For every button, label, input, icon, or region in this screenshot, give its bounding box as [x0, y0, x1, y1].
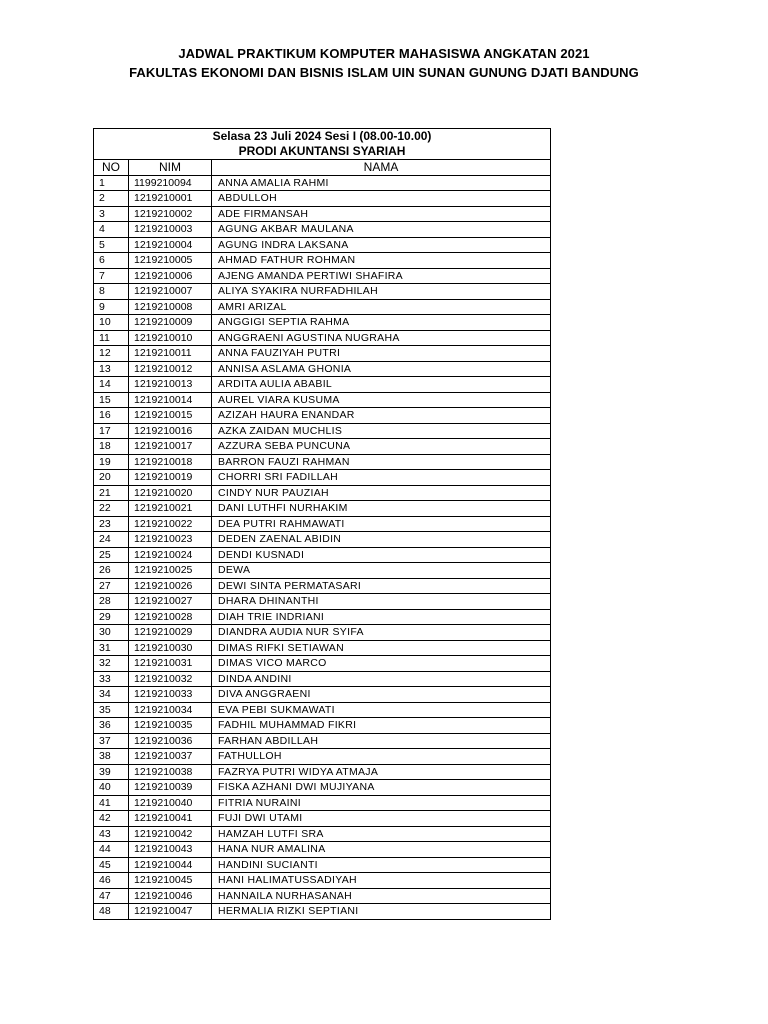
- cell-nim: 1219210029: [129, 625, 212, 641]
- table-row: [94, 268, 551, 284]
- column-header-nama: NAMA: [212, 160, 551, 176]
- cell-nama: FAZRYA PUTRI WIDYA ATMAJA: [212, 764, 551, 780]
- cell-nim: 1219210001: [129, 191, 212, 207]
- cell-nim: 1219210031: [129, 656, 212, 672]
- table-row: [94, 454, 551, 470]
- cell-no: 19: [94, 454, 129, 470]
- cell-no: 5: [94, 237, 129, 253]
- table-row: [94, 532, 551, 548]
- cell-nama: FATHULLOH: [212, 749, 551, 765]
- cell-nama: HERMALIA RIZKI SEPTIANI: [212, 904, 551, 920]
- table-row: [94, 749, 551, 765]
- cell-nama: CHORRI SRI FADILLAH: [212, 470, 551, 486]
- cell-nama: ADE FIRMANSAH: [212, 206, 551, 222]
- cell-nama: AMRI ARIZAL: [212, 299, 551, 315]
- table-row: [94, 516, 551, 532]
- cell-nama: ANGGRAENI AGUSTINA NUGRAHA: [212, 330, 551, 346]
- cell-no: 29: [94, 609, 129, 625]
- table-row: [94, 857, 551, 873]
- cell-no: 22: [94, 501, 129, 517]
- cell-nim: 1219210003: [129, 222, 212, 238]
- table-row: [94, 408, 551, 424]
- cell-no: 35: [94, 702, 129, 718]
- cell-no: 9: [94, 299, 129, 315]
- cell-no: 47: [94, 888, 129, 904]
- table-row: [94, 718, 551, 734]
- cell-nama: DEWI SINTA PERMATASARI: [212, 578, 551, 594]
- cell-nim: 1219210012: [129, 361, 212, 377]
- cell-nim: 1219210019: [129, 470, 212, 486]
- cell-no: 24: [94, 532, 129, 548]
- cell-no: 26: [94, 563, 129, 579]
- cell-nim: 1219210025: [129, 563, 212, 579]
- table-row: [94, 485, 551, 501]
- cell-nama: AZZURA SEBA PUNCUNA: [212, 439, 551, 455]
- cell-nama: CINDY NUR PAUZIAH: [212, 485, 551, 501]
- cell-no: 8: [94, 284, 129, 300]
- cell-no: 46: [94, 873, 129, 889]
- cell-no: 48: [94, 904, 129, 920]
- table-row: [94, 578, 551, 594]
- cell-no: 12: [94, 346, 129, 362]
- cell-nama: DIAH TRIE INDRIANI: [212, 609, 551, 625]
- cell-no: 1: [94, 175, 129, 191]
- table-row: [94, 253, 551, 269]
- cell-nama: ABDULLOH: [212, 191, 551, 207]
- cell-nim: 1219210015: [129, 408, 212, 424]
- table-row: [94, 780, 551, 796]
- cell-no: 38: [94, 749, 129, 765]
- cell-nim: 1219210032: [129, 671, 212, 687]
- document-subtitle: FAKULTAS EKONOMI DAN BISNIS ISLAM UIN SUNAN GUNUNG DJATI BANDUNG: [129, 65, 639, 80]
- table-row: [94, 439, 551, 455]
- cell-nama: HANNAILA NURHASANAH: [212, 888, 551, 904]
- cell-nim: 1219210036: [129, 733, 212, 749]
- cell-no: 17: [94, 423, 129, 439]
- table-row: [94, 795, 551, 811]
- cell-nama: HANDINI SUCIANTI: [212, 857, 551, 873]
- table-row: [94, 423, 551, 439]
- cell-no: 41: [94, 795, 129, 811]
- table-row: [94, 175, 551, 191]
- cell-nama: AGUNG INDRA LAKSANA: [212, 237, 551, 253]
- cell-nim: 1219210042: [129, 826, 212, 842]
- table-row: [94, 284, 551, 300]
- cell-no: 16: [94, 408, 129, 424]
- cell-no: 45: [94, 857, 129, 873]
- document-title: JADWAL PRAKTIKUM KOMPUTER MAHASISWA ANGKATAN 2021: [178, 46, 590, 61]
- cell-no: 10: [94, 315, 129, 331]
- cell-nim: 1219210011: [129, 346, 212, 362]
- cell-no: 23: [94, 516, 129, 532]
- cell-no: 39: [94, 764, 129, 780]
- cell-nama: AJENG AMANDA PERTIWI SHAFIRA: [212, 268, 551, 284]
- cell-nim: 1219210028: [129, 609, 212, 625]
- table-row: [94, 191, 551, 207]
- cell-no: 30: [94, 625, 129, 641]
- cell-nama: DIMAS RIFKI SETIAWAN: [212, 640, 551, 656]
- cell-nim: 1219210047: [129, 904, 212, 920]
- cell-nama: DEA PUTRI RAHMAWATI: [212, 516, 551, 532]
- cell-nim: 1219210038: [129, 764, 212, 780]
- table-row: [94, 888, 551, 904]
- cell-no: 36: [94, 718, 129, 734]
- cell-nim: 1219210033: [129, 687, 212, 703]
- cell-nama: AHMAD FATHUR ROHMAN: [212, 253, 551, 269]
- cell-nim: 1219210045: [129, 873, 212, 889]
- cell-nama: AZKA ZAIDAN MUCHLIS: [212, 423, 551, 439]
- cell-nim: 1219210020: [129, 485, 212, 501]
- cell-nim: 1219210013: [129, 377, 212, 393]
- cell-nim: 1219210009: [129, 315, 212, 331]
- table-row: [94, 346, 551, 362]
- table-row: [94, 361, 551, 377]
- table-row: [94, 206, 551, 222]
- cell-no: 20: [94, 470, 129, 486]
- cell-nama: DEDEN ZAENAL ABIDIN: [212, 532, 551, 548]
- cell-no: 4: [94, 222, 129, 238]
- table-row: [94, 594, 551, 610]
- cell-no: 44: [94, 842, 129, 858]
- cell-nim: 1219210034: [129, 702, 212, 718]
- table-row: [94, 315, 551, 331]
- cell-nim: 1219210040: [129, 795, 212, 811]
- table-row: [94, 299, 551, 315]
- cell-nim: 1219210030: [129, 640, 212, 656]
- table-row: [94, 873, 551, 889]
- table-row: [94, 222, 551, 238]
- cell-nim: 1219210043: [129, 842, 212, 858]
- cell-no: 15: [94, 392, 129, 408]
- cell-nama: EVA PEBI SUKMAWATI: [212, 702, 551, 718]
- table-row: [94, 501, 551, 517]
- cell-nim: 1219210005: [129, 253, 212, 269]
- table-row: [94, 656, 551, 672]
- cell-no: 40: [94, 780, 129, 796]
- column-header-nim: NIM: [129, 160, 212, 176]
- cell-no: 34: [94, 687, 129, 703]
- table-row: [94, 392, 551, 408]
- table-row: [94, 609, 551, 625]
- cell-nama: DHARA DHINANTHI: [212, 594, 551, 610]
- cell-no: 31: [94, 640, 129, 656]
- table-row: [94, 904, 551, 920]
- table-header-row: [94, 160, 551, 176]
- cell-no: 33: [94, 671, 129, 687]
- cell-nama: DANI LUTHFI NURHAKIM: [212, 501, 551, 517]
- cell-no: 13: [94, 361, 129, 377]
- cell-nama: DIMAS VICO MARCO: [212, 656, 551, 672]
- table-row: [94, 640, 551, 656]
- cell-nim: 1219210044: [129, 857, 212, 873]
- cell-nama: FADHIL MUHAMMAD FIKRI: [212, 718, 551, 734]
- table-row: [94, 842, 551, 858]
- cell-nama: AGUNG AKBAR MAULANA: [212, 222, 551, 238]
- cell-nim: 1219210017: [129, 439, 212, 455]
- cell-no: 14: [94, 377, 129, 393]
- table-row: [94, 330, 551, 346]
- table-row: [94, 377, 551, 393]
- cell-nim: 1219210010: [129, 330, 212, 346]
- cell-no: 6: [94, 253, 129, 269]
- cell-nim: 1219210039: [129, 780, 212, 796]
- cell-nim: 1219210037: [129, 749, 212, 765]
- cell-no: 2: [94, 191, 129, 207]
- cell-nim: 1219210006: [129, 268, 212, 284]
- prodi-caption: PRODI AKUNTANSI SYARIAH: [94, 144, 551, 160]
- column-header-no: NO: [94, 160, 129, 176]
- cell-nim: 1219210008: [129, 299, 212, 315]
- cell-nama: HAMZAH LUTFI SRA: [212, 826, 551, 842]
- cell-no: 11: [94, 330, 129, 346]
- cell-nama: HANI HALIMATUSSADIYAH: [212, 873, 551, 889]
- cell-no: 18: [94, 439, 129, 455]
- table-row: [94, 237, 551, 253]
- cell-nama: FITRIA NURAINI: [212, 795, 551, 811]
- cell-nim: 1219210024: [129, 547, 212, 563]
- cell-nama: AZIZAH HAURA ENANDAR: [212, 408, 551, 424]
- schedule-table: [93, 128, 551, 920]
- cell-nama: AUREL VIARA KUSUMA: [212, 392, 551, 408]
- cell-nama: ANNISA ASLAMA GHONIA: [212, 361, 551, 377]
- cell-nim: 1219210014: [129, 392, 212, 408]
- cell-nim: 1219210018: [129, 454, 212, 470]
- table-row: [94, 563, 551, 579]
- session-caption: Selasa 23 Juli 2024 Sesi I (08.00-10.00): [94, 129, 551, 145]
- cell-nim: 1219210046: [129, 888, 212, 904]
- cell-no: 27: [94, 578, 129, 594]
- cell-no: 25: [94, 547, 129, 563]
- cell-nim: 1219210007: [129, 284, 212, 300]
- cell-nim: 1199210094: [129, 175, 212, 191]
- cell-nama: DINDA ANDINI: [212, 671, 551, 687]
- cell-no: 7: [94, 268, 129, 284]
- cell-no: 37: [94, 733, 129, 749]
- cell-nim: 1219210021: [129, 501, 212, 517]
- cell-nama: DIVA ANGGRAENI: [212, 687, 551, 703]
- cell-no: 43: [94, 826, 129, 842]
- cell-no: 42: [94, 811, 129, 827]
- cell-nim: 1219210004: [129, 237, 212, 253]
- table-row: [94, 671, 551, 687]
- cell-nim: 1219210023: [129, 532, 212, 548]
- cell-no: 32: [94, 656, 129, 672]
- cell-nama: HANA NUR AMALINA: [212, 842, 551, 858]
- cell-nama: ANNA AMALIA RAHMI: [212, 175, 551, 191]
- table-row: [94, 687, 551, 703]
- cell-nama: ARDITA AULIA ABABIL: [212, 377, 551, 393]
- table-row: [94, 811, 551, 827]
- cell-nim: 1219210041: [129, 811, 212, 827]
- table-row: [94, 547, 551, 563]
- cell-no: 28: [94, 594, 129, 610]
- cell-nim: 1219210022: [129, 516, 212, 532]
- cell-nama: DIANDRA AUDIA NUR SYIFA: [212, 625, 551, 641]
- cell-nim: 1219210026: [129, 578, 212, 594]
- cell-nama: FARHAN ABDILLAH: [212, 733, 551, 749]
- cell-nama: DEWA: [212, 563, 551, 579]
- cell-nim: 1219210035: [129, 718, 212, 734]
- cell-nim: 1219210016: [129, 423, 212, 439]
- table-row: [94, 702, 551, 718]
- cell-nama: ANNA FAUZIYAH PUTRI: [212, 346, 551, 362]
- document-header: [0, 44, 768, 82]
- table-row: [94, 733, 551, 749]
- table-row: [94, 470, 551, 486]
- table-row: [94, 764, 551, 780]
- cell-nama: BARRON FAUZI RAHMAN: [212, 454, 551, 470]
- cell-nama: DENDI KUSNADI: [212, 547, 551, 563]
- cell-nama: FUJI DWI UTAMI: [212, 811, 551, 827]
- cell-no: 21: [94, 485, 129, 501]
- cell-no: 3: [94, 206, 129, 222]
- cell-nim: 1219210027: [129, 594, 212, 610]
- cell-nama: ANGGIGI SEPTIA RAHMA: [212, 315, 551, 331]
- cell-nim: 1219210002: [129, 206, 212, 222]
- cell-nama: FISKA AZHANI DWI MUJIYANA: [212, 780, 551, 796]
- cell-nama: ALIYA SYAKIRA NURFADHILAH: [212, 284, 551, 300]
- table-row: [94, 625, 551, 641]
- table-row: [94, 826, 551, 842]
